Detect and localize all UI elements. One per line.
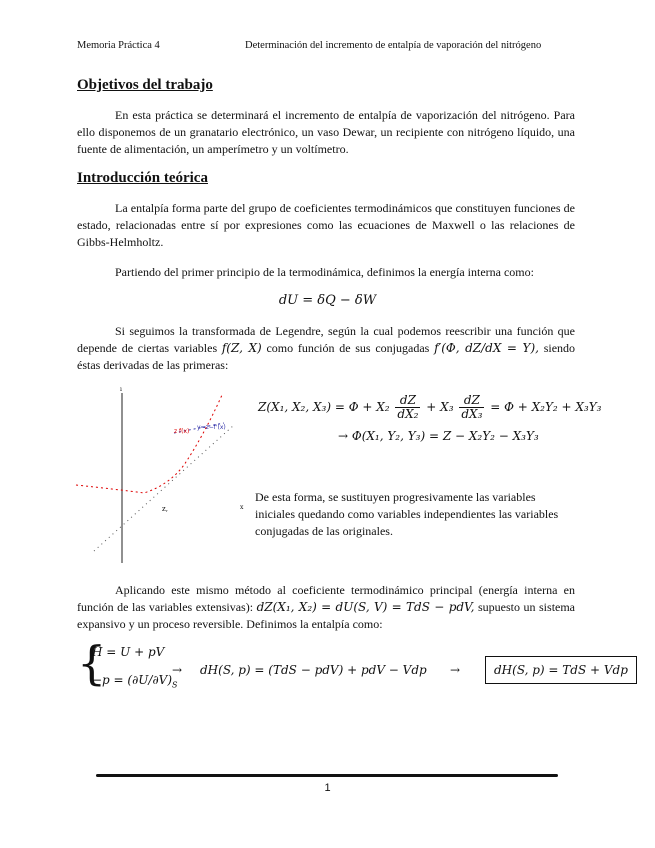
legendre-text-a: Si seguimos la transformada de Legendre, según la cual podemos reescribir una función que depende de ciertas variables <box>77 324 575 355</box>
eq2-mid: + X₃ <box>426 400 454 414</box>
legendre-text-c: siendo éstas derivadas de las primeras: <box>77 341 576 372</box>
system-brace: { <box>77 636 107 690</box>
header-right: Determinación del incremento de entalpía de vaporación del nitrógeno <box>245 40 542 51</box>
paragraph-legendre <box>77 323 575 374</box>
paragraph-objetivos: En esta práctica se determinará el incremento de entalpía de vaporización del nitrógeno. Para ello disponemos de un granatario electrónico, un vaso Dewar, un recipiente con nitrógeno líquido, una fuente de alimentación, un amperímetro y un voltímetro. <box>77 108 575 156</box>
figure-label-b: y=z−f'(x) <box>197 424 226 431</box>
eq2-lhs: Z(X₁, X₂, X₃) = Φ + X₂ <box>258 400 390 414</box>
arrow-icon: → <box>172 663 183 677</box>
arrow-icon-2: → <box>450 663 461 677</box>
fraction-num-1: dZ <box>395 394 420 408</box>
header-left: Memoria Práctica 4 <box>77 40 160 51</box>
legendre-text-b: como función de sus conjugadas <box>266 341 430 355</box>
system-eq-2-body: −p = (∂U/∂V) <box>92 673 173 687</box>
paragraph-entalpia-definicion <box>77 582 575 633</box>
eq2-rhs: = Φ + X₂Y₂ + X₃Y₃ <box>490 400 602 414</box>
fraction-den-2: dX₃ <box>461 407 483 421</box>
legendre-fprime: f′(Φ, dZ/dX = Y), <box>434 341 539 355</box>
section-title-introduccion: Introducción teórica <box>77 170 208 186</box>
figure-mark: x <box>240 504 244 511</box>
system-eq-2-sub: S <box>172 680 178 690</box>
figure-curve <box>76 395 222 493</box>
equation-internal-energy: dU = δQ − δW <box>278 293 377 308</box>
fraction-dz-dx3 <box>459 394 484 421</box>
p4-text-b: supuesto un sistema expansivo y un proceso reversible. Definimos la entalpía como: <box>77 600 576 631</box>
paragraph-entalpia: La entalpía forma parte del grupo de coeficientes termodinámicos que constituyen funciones de estado, relacionadas entre sí por expresiones como las ecuaciones de Maxwell o las relaciones de Gibbs-Helmholtz. <box>77 201 575 249</box>
legendre-f: f(Z, X) <box>221 341 262 355</box>
p4-text-a: Aplicando este mismo método al coeficiente termodinámico principal (energía interna en función de las variables extensivas): <box>77 583 575 614</box>
figure-caption-text: De esta forma, se sustituyen progresivamente las variables iniciales quedando como variables independientes las variables conjugadas de las originales. <box>255 490 559 538</box>
figure-label-c: z, <box>162 505 168 513</box>
figure-tick: ı <box>120 386 122 393</box>
equation-legendre-z <box>258 394 601 421</box>
figure-label-a: z f(x) <box>174 428 190 435</box>
equation-dh-expanded: dH(S, p) = (TdS − pdV) + pdV − Vdp <box>200 663 427 677</box>
footer-rule <box>96 774 558 777</box>
system-eq-2 <box>92 673 178 689</box>
system-eq-1: H = U + pV <box>92 645 165 659</box>
section-title-objetivos: Objetivos del trabajo <box>77 77 213 93</box>
fraction-dz-dx2 <box>395 394 420 421</box>
paragraph-primer-principio: Partiendo del primer principio de la termodinámica, definimos la energía interna como: <box>115 265 534 279</box>
equation-dh-boxed: dH(S, p) = TdS + Vdp <box>485 656 637 684</box>
legendre-figure <box>74 385 254 565</box>
equation-legendre-phi: → Φ(X₁, Y₂, Y₃) = Z − X₂Y₂ − X₃Y₃ <box>338 429 539 443</box>
fraction-num-2: dZ <box>459 394 484 408</box>
page-number: 1 <box>324 782 331 794</box>
fraction-den-1: dX₂ <box>397 407 419 421</box>
figure-tangent-line <box>94 425 234 551</box>
p4-equation: dZ(X₁, X₂) = dU(S, V) = TdS − pdV, <box>256 600 475 614</box>
